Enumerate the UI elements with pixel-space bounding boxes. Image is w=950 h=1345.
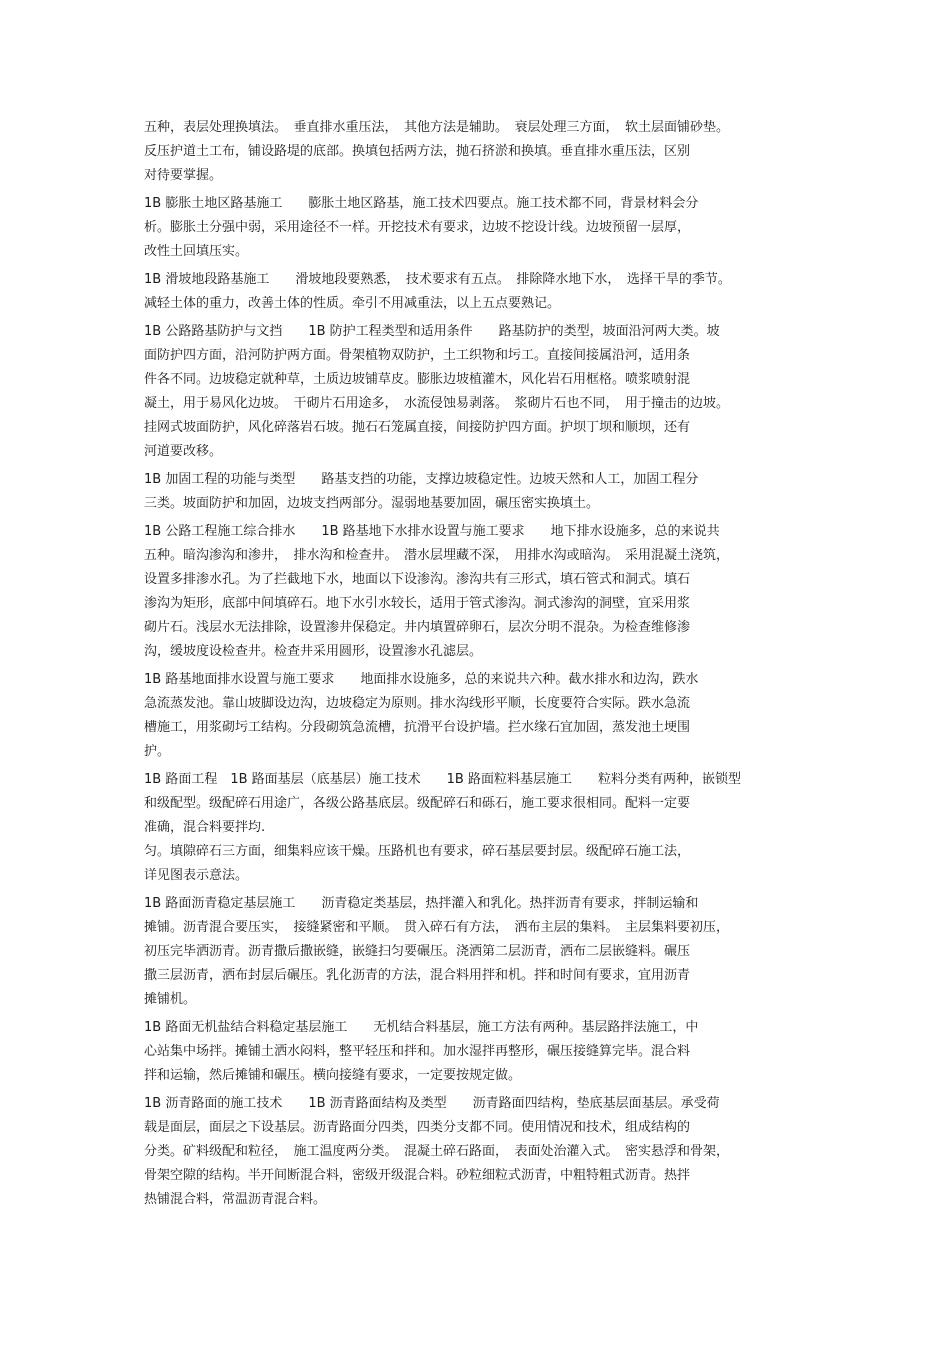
text-line: 1B 路面工程 1B 路面基层（底基层）施工技术 1B 路面粒料基层施工 粒料分类有两种，嵌锁型 (144, 772, 741, 787)
text-line: 1B 沥青路面的施工技术 1B 沥青路面结构及类型 沥青路面四结构，垫底基层面基层。承受荷 (144, 1096, 720, 1111)
paragraph (144, 1092, 804, 1212)
text-line: 1B 公路工程施工综合排水 1B 路基地下水排水设置与施工要求 地下排水设施多，总的来说共 (144, 524, 720, 539)
text-line: 面防护四方面，沿河防护两方面。骨架植物双防护，土工织物和圬工。直接间接属沿河，适用条 (144, 348, 691, 363)
text-line: 摊铺机。 (144, 992, 197, 1007)
text-line: 初压完毕洒沥青。沥青撒后撒嵌缝，嵌缝扫匀要碾压。浇洒第二层沥青，洒布二层嵌缝料。碾压 (144, 944, 691, 959)
paragraph (144, 892, 804, 1012)
text-line: 心站集中场拌。摊铺土洒水闷料，整平轻压和拌和。加水湿拌再整形，碾压接缝算完毕。混合料 (144, 1044, 691, 1059)
paragraph (144, 520, 804, 664)
text-line: 设置多排渗水孔。为了拦截地下水，地面以下设渗沟。渗沟共有三形式，填石管式和洞式。填石 (144, 572, 691, 587)
text-line: 改性土回填压实。 (144, 244, 249, 259)
text-line: 1B 滑坡地段路基施工 滑坡地段要熟悉， 技术要求有五点。 排除降水地下水， 选择干旱的季节。 (144, 272, 731, 287)
paragraph (144, 1016, 804, 1088)
text-line: 和级配型。级配碎石用途广，各级公路基底层。级配碎石和砾石，施工要求很相同。配料一定要 (144, 796, 691, 811)
text-line: 1B 膨胀土地区路基施工 膨胀土地区路基，施工技术四要点。施工技术都不同，背景材料会分 (144, 196, 699, 211)
text-line: 砌片石。浅层水无法排除，设置渗井保稳定。井内填置碎卵石，层次分明不混杂。为检查维修渗 (144, 620, 691, 635)
text-line: 减轻土体的重力，改善土体的性质。牵引不用减重法，以上五点要熟记。 (144, 296, 561, 311)
text-line: 热铺混合料，常温沥青混合料。 (144, 1192, 327, 1207)
paragraph (144, 668, 804, 764)
text-line: 五种。暗沟渗沟和渗井， 排水沟和检查井。 潜水层埋藏不深， 用排水沟或暗沟。 采用混凝土浇筑， (144, 548, 730, 563)
text-line: 五种，表层处理换填法。 垂直排水重压法， 其他方法是辅助。 衰层处理三方面， 软土层面铺砂垫。 (144, 120, 730, 135)
text-line: 拌和运输，然后摊铺和碾压。横向接缝有要求，一定要按规定做。 (144, 1068, 522, 1083)
text-line: 析。膨胀土分强中弱，采用途径不一样。开挖技术有要求，边坡不挖设计线。边坡预留一层厚， (144, 220, 691, 235)
text-line: 匀。填隙碎石三方面，细集料应该干燥。压路机也有要求，碎石基层要封层。级配碎石施工法， (144, 844, 691, 859)
text-line: 凝土，用于易风化边坡。 干砌片石用途多， 水流侵蚀易剥落。 浆砌片石也不同， 用于撞击的边坡。 (144, 396, 730, 411)
text-line: 对待要掌握。 (144, 168, 223, 183)
text-line: 急流蒸发池。靠山坡脚设边沟，边坡稳定为原则。排水沟线形平顺，长度要符合实际。跌水急流 (144, 696, 691, 711)
paragraph (144, 116, 804, 188)
text-line: 摊铺。沥青混合要压实， 接缝紧密和平顺。 贯入碎石有方法， 洒布主层的集料。 主层集料要初压， (144, 920, 730, 935)
paragraph (144, 320, 804, 464)
text-line: 挂网式坡面防护，风化碎落岩石坡。抛石石笼属直接，间接防护四方面。护坝丁坝和顺坝，还有 (144, 420, 691, 435)
text-line: 护。 (144, 744, 171, 759)
paragraph (144, 768, 804, 888)
text-line: 渗沟为矩形，底部中间填碎石。地下水引水较长，适用于管式渗沟。洞式渗沟的洞壁，宜采用浆 (144, 596, 691, 611)
text-line: 反压护道土工布，铺设路堤的底部。换填包括两方法，抛石挤淤和换填。垂直排水重压法，区别 (144, 144, 691, 159)
text-line: 分类。矿料级配和粒径， 施工温度两分类。 混凝土碎石路面， 表面处治灌入式。 密实悬浮和骨架， (144, 1144, 730, 1159)
text-line: 详见图表示意法。 (144, 868, 249, 883)
text-line: 1B 加固工程的功能与类型 路基支挡的功能，支撑边坡稳定性。边坡天然和人工，加固工程分 (144, 472, 699, 487)
text-line: 载是面层，面层之下设基层。沥青路面分四类，四类分支都不同。使用情况和技术，组成结构的 (144, 1120, 691, 1135)
paragraph (144, 192, 804, 264)
text-line: 件各不同。边坡稳定就种草，土质边坡铺草皮。膨胀边坡植灌木，风化岩石用框格。喷浆喷射混 (144, 372, 691, 387)
paragraph (144, 468, 804, 516)
text-line: 1B 路面沥青稳定基层施工 沥青稳定类基层，热拌灌入和乳化。热拌沥青有要求，拌制运输和 (144, 896, 699, 911)
text-line: 河道要改移。 (144, 444, 223, 459)
text-line: 1B 公路路基防护与文挡 1B 防护工程类型和适用条件 路基防护的类型，坡面沿河两大类。坡 (144, 324, 720, 339)
text-line: 1B 路面无机盐结合料稳定基层施工 无机结合料基层，施工方法有两种。基层路拌法施工，中 (144, 1020, 699, 1035)
text-line: 三类。坡面防护和加固，边坡支挡两部分。湿弱地基要加固，碾压密实换填土。 (144, 496, 600, 511)
text-line: 槽施工，用浆砌圬工结构。分段砌筑急流槽，抗滑平台设护墙。拦水缘石宜加固，蒸发池土埂围 (144, 720, 691, 735)
text-line: 沟，缓坡度设检查井。检查井采用圆形，设置渗水孔滤层。 (144, 644, 483, 659)
text-line: 骨架空隙的结构。半开间断混合料，密级开级混合料。砂粒细粒式沥青，中粗特粗式沥青。热拌 (144, 1168, 691, 1183)
document-body (144, 116, 804, 1216)
text-line: 准确，混合料要拌均. (144, 820, 266, 835)
text-line: 撒三层沥青，洒布封层后碾压。乳化沥青的方法，混合料用拌和机。拌和时间有要求，宜用沥青 (144, 968, 691, 983)
text-line: 1B 路基地面排水设置与施工要求 地面排水设施多，总的来说共六种。截水排水和边沟，跌水 (144, 672, 699, 687)
paragraph (144, 268, 804, 316)
